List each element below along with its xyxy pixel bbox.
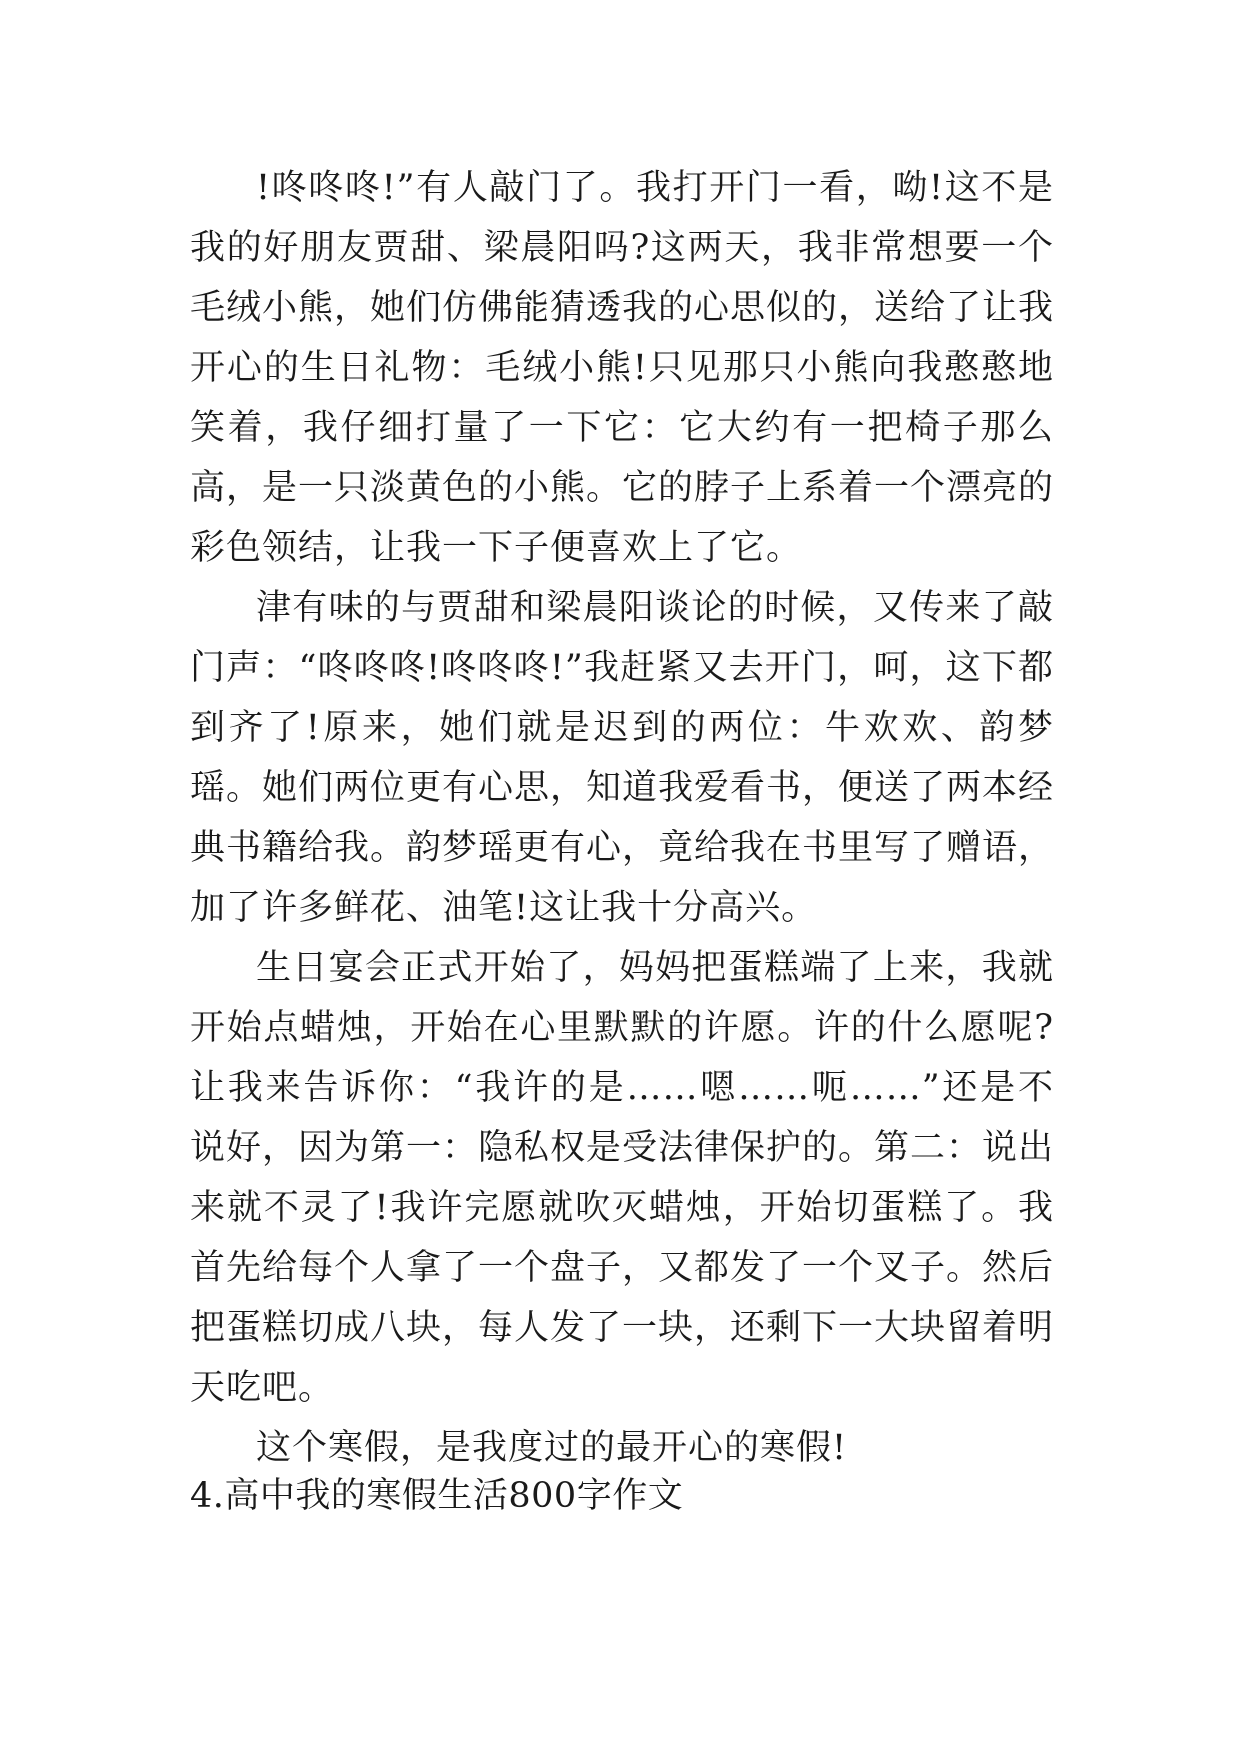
paragraph-2: 津有味的与贾甜和梁晨阳谈论的时候，又传来了敲门声：“咚咚咚!咚咚咚!”我赶紧又去开门，呵，这下都到齐了!原来，她们就是迟到的两位：牛欢欢、韵梦瑶。她们两位更有心思，知道我爱看书，便送了两本经典书籍给我。韵梦瑶更有心，竟给我在书里写了赠语，加了许多鲜花、油笔!这让我十分高兴。 [190, 588, 1055, 928]
section-heading: 4.高中我的寒假生活800字作文 [190, 1476, 684, 1516]
paragraph-3: 生日宴会正式开始了，妈妈把蛋糕端了上来，我就开始点蜡烛，开始在心里默默的许愿。许的什么愿呢?让我来告诉你：“我许的是……嗯……呃……”还是不说好，因为第一：隐私权是受法律保护的。第二：说出来就不灵了!我许完愿就吹灭蜡烛，开始切蛋糕了。我首先给每个人拿了一个盘子，又都发了一个叉子。然后把蛋糕切成八块，每人发了一块，还剩下一大块留着明天吃吧。 [190, 948, 1055, 1408]
paragraph-4: 这个寒假，是我度过的最开心的寒假! [256, 1428, 848, 1468]
essay-body [190, 158, 1054, 1478]
paragraph-1: !咚咚咚!”有人敲门了。我打开门一看，呦!这不是我的好朋友贾甜、梁晨阳吗?这两天，我非常想要一个毛绒小熊，她们仿佛能猜透我的心思似的，送给了让我开心的生日礼物：毛绒小熊!只见那只小熊向我憨憨地笑着，我仔细打量了一下它：它大约有一把椅子那么高，是一只淡黄色的小熊。它的脖子上系着一个漂亮的彩色领结，让我一下子便喜欢上了它。 [190, 168, 1055, 568]
